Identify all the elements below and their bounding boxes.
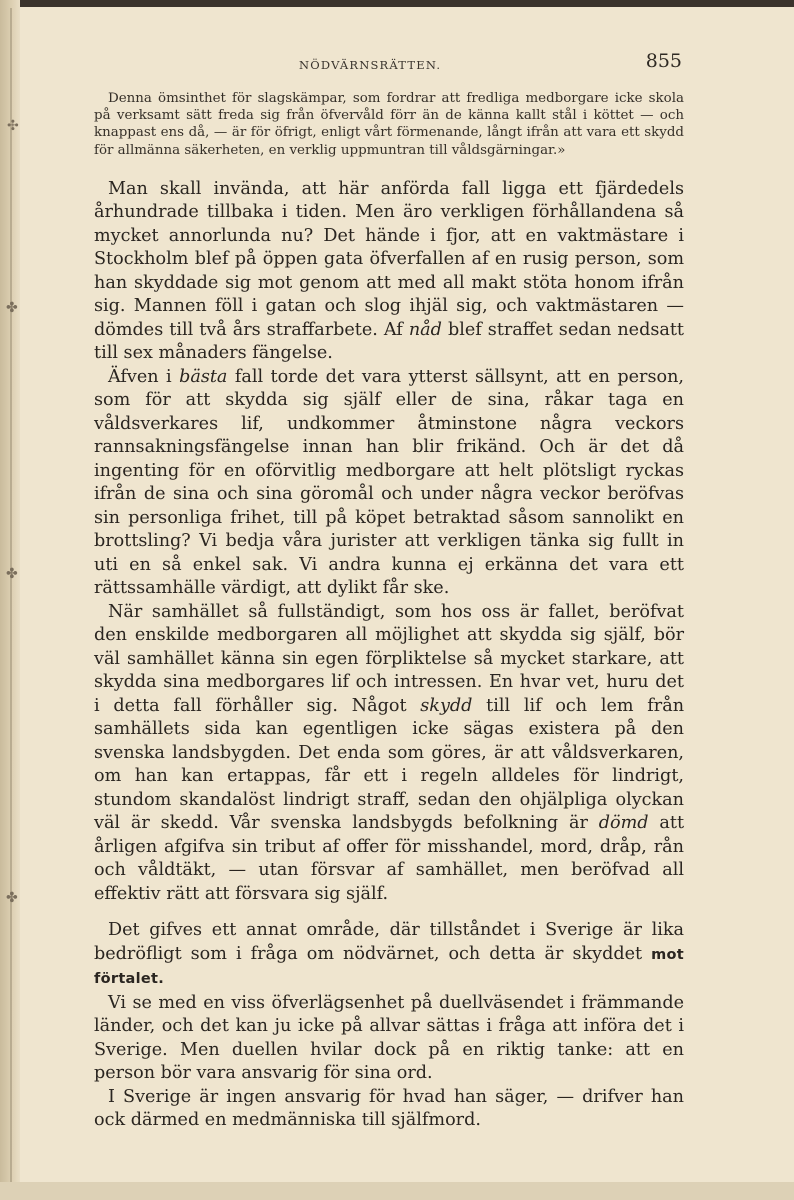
running-head xyxy=(94,46,684,76)
bold-phrase: mot förtalet. xyxy=(94,946,685,988)
gutter-rule xyxy=(10,8,12,1198)
quote-paragraph: Denna ömsinthet för slagskämpar, som fordrar att fredliga medborgare icke skola på verksamt sätt freda sig från öfvervåld förr än de känna kallt stål i köttet — och knappast ens då, — är för öfrigt, enligt vårt förmenande, långt ifrån att vara ett skydd för allmänna säkerheten, en verklig uppmuntran till våldsgärningar.» xyxy=(94,91,684,158)
running-head-title: NÖDVÄRNSRÄTTEN. xyxy=(299,58,442,72)
margin-mark: ✤ xyxy=(6,566,18,582)
emphasis: nåd xyxy=(408,319,442,340)
emphasis: dömd xyxy=(598,813,649,834)
margin-mark: ✣ xyxy=(7,118,19,134)
paragraph-1: Man skall invända, att här anförda fall ligga ett fjärdedels århundrade tillbaka i tiden. Men äro verkligen förhållandena så mycket annorlunda nu? Det hände i fjor, att en vaktmästare i Stockholm blef på öppen gata öfverfallen af en rusig person, som han skyddade sig mot genom att med all makt stöta honom ifrån sig. Mannen föll i gatan och slog ihjäl sig, och vaktmästaren — dömdes till två års straffarbete. Af nåd blef straffet sedan nedsatt till sex månaders fängelse. xyxy=(94,178,685,364)
margin-mark: ✤ xyxy=(6,890,18,906)
paragraph-4: Det gifves ett annat område, där tillståndet i Sverige är lika bedröfligt som i fråga om nödvärnet, och detta är skyddet mot förtalet. xyxy=(94,920,685,988)
emphasis: bästa xyxy=(179,366,228,387)
emphasis: skydd xyxy=(420,695,473,716)
page-number: 855 xyxy=(645,50,682,72)
paragraph-6: I Sverige är ingen ansvarig för hvad han säger, — drifver han ock därmed en medmänniska till själfmord. xyxy=(94,1086,684,1131)
quoted-passage xyxy=(94,90,684,159)
paragraph-3: När samhället så fullständigt, som hos oss är fallet, beröfvat den enskilde medborgaren all möjlighet att skydda sig själf, bör väl samhället känna sin egen förpliktelse så mycket starkare, att skydda sina medborgares lif och intressen. En hvar vet, huru det i detta fall förhåller sig. Något skydd till lif och lem från samhällets sida kan egentligen icke sägas existera på den svenska landsbygden. Det enda som göres, är att våldsverkaren, om han kan ertappas, får ett i regeln alldeles för lindrigt, stundom skandalöst lindrigt straff, sedan den ohjälpliga olyckan väl är skedd. Vår svenska landsbygds befolkning är dömd att årligen afgifva sin tribut af offer för misshandel, mord, dråp, rån och våldtäkt, — utan försvar af samhället, men beröfvad all effektiv rätt att försvara sig själf. xyxy=(94,601,685,904)
paragraph-5: Vi se med en viss öfverlägsenhet på duellväsendet i främmande länder, och det kan ju icke på allvar sättas i fråga att införa det i Sverige. Men duellen hvilar dock på en riktig tanke: att en person bör vara ansvarig för sina ord. xyxy=(94,992,684,1084)
margin-mark: ✤ xyxy=(6,300,18,316)
paragraph-2: Äfven i bästa fall torde det vara ytterst sällsynt, att en person, som för att skydda sig själf eller de sina, råkar taga en våldsverkares lif, undkommer åtminstone några veckors rannsakningsfängelse innan han blir frikänd. Och är det då ingenting för en oförvitlig medborgare att helt plötsligt ryckas ifrån de sina och sina göromål och under några veckor beröfvas sin personliga frihet, till på köpet betraktad såsom sannolikt en brottsling? Vi bedja våra jurister att verkligen tänka sig fullt in uti en så enkel sak. Vi andra kunna ej erkänna det vara ett rättssamhälle värdigt, att dylikt får ske. xyxy=(94,366,684,599)
body-text xyxy=(94,178,684,1133)
page-bottom-edge xyxy=(0,1182,794,1200)
page-top-edge xyxy=(0,0,794,7)
book-page xyxy=(94,46,684,1133)
